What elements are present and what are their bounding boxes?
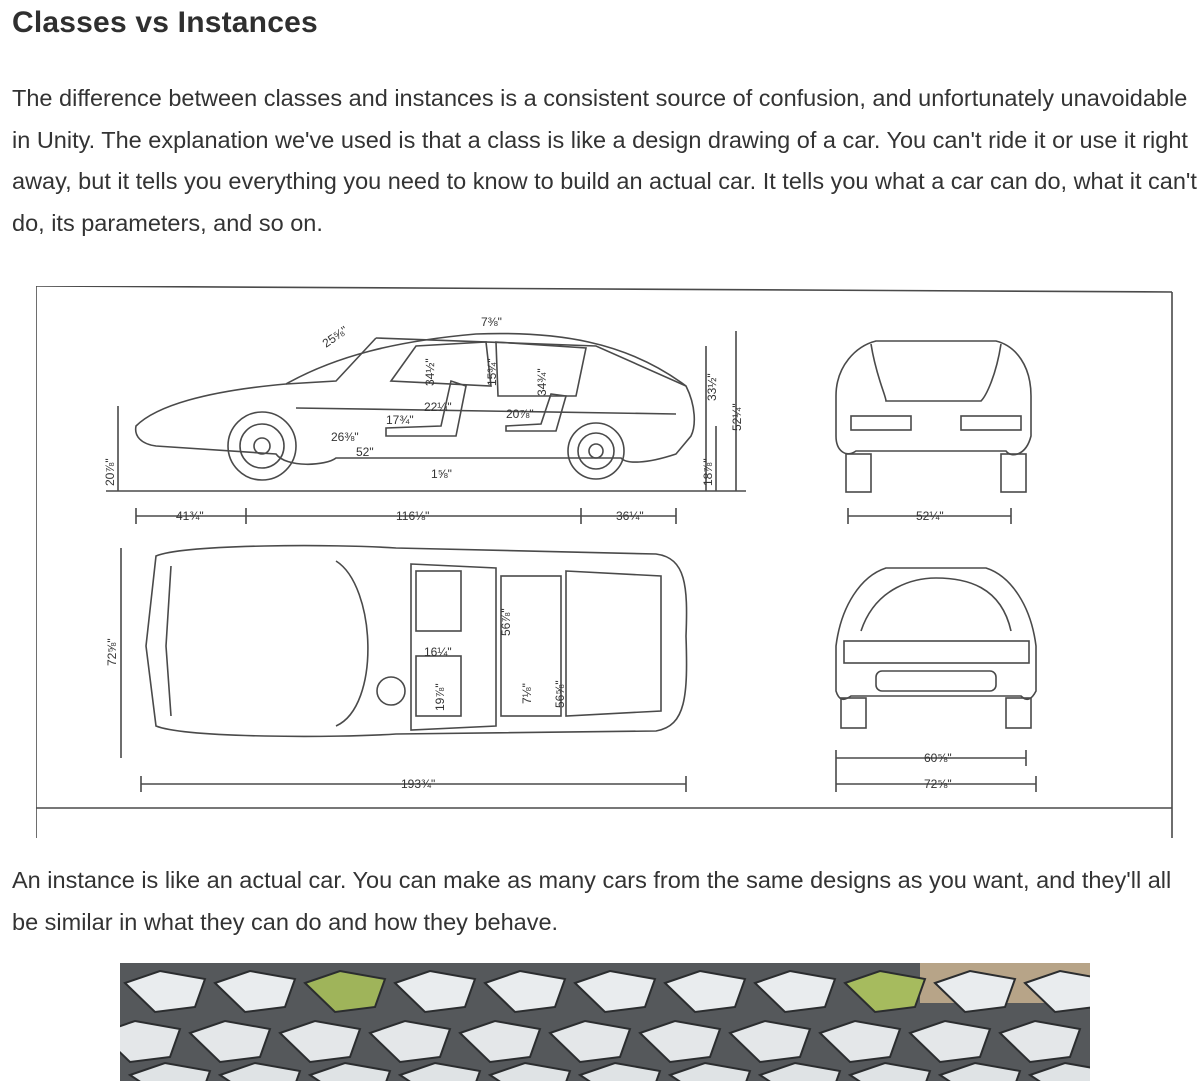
dim-roof-top: 7⅜": [481, 315, 502, 329]
parked-cars-photo: [120, 963, 1090, 1081]
dim-front-seat-length: 19⅞": [433, 683, 447, 711]
dim-ground-clearance: 1⅝": [431, 467, 452, 481]
dim-rear-track: 52¼": [916, 509, 944, 523]
dim-roof-front: 25⅝": [319, 323, 351, 351]
dim-front-leg: 26⅜": [331, 430, 359, 444]
blueprint-drawing: [36, 286, 1174, 838]
dim-front-overhang: 41¾": [176, 509, 204, 523]
dim-front-width: 72⅝": [924, 777, 952, 791]
dim-seat-depth-front: 17¾": [386, 413, 414, 427]
dim-height-overall: 52¼": [730, 403, 744, 431]
dim-seat-back: 22¼": [424, 400, 452, 414]
dim-rear-height: 34¾": [535, 368, 549, 396]
car-blueprint-image: [36, 286, 1174, 838]
dim-seat-height: 34½": [423, 358, 437, 386]
dim-width-overall: 72⅝": [105, 638, 119, 666]
section-heading: Classes vs Instances: [12, 6, 318, 39]
dim-headroom-rear: 15¾": [485, 358, 499, 386]
dim-cabin-length: 52": [356, 445, 374, 459]
dim-shoulder-room: 56⅞": [499, 608, 513, 636]
dim-wheelbase: 116⅛": [396, 509, 430, 523]
dim-sill-height: 18⅞": [701, 458, 715, 486]
dim-seat-width: 16¼": [424, 645, 452, 659]
dim-rear-seat: 20⅞": [506, 407, 534, 421]
parked-cars-illustration: [120, 963, 1090, 1081]
instance-paragraph: An instance is like an actual car. You can make as many cars from the same designs as you want, and they'll all be similar in what they can do and how they behave.: [12, 867, 1172, 935]
intro-paragraph: The difference between classes and instances is a consistent source of confusion, and unfortunately unavoidable in Unity. The explanation we've used is that a class is like a design drawing of a car. You can't ride it or use it right away, but it tells you everything you need to know to build an actual car. It tells you what a car can do, what it can't do, its parameters, and so on.: [12, 85, 1197, 236]
dim-bumper-height: 20⅞": [103, 458, 117, 486]
dim-rear-overhang: 36¼": [616, 509, 644, 523]
dim-height-total: 33½": [705, 373, 719, 401]
dim-length-overall: 193¾": [401, 777, 436, 791]
dim-front-track: 60⅝": [924, 751, 952, 765]
dim-console-length: 7⅛": [520, 683, 534, 704]
dim-rear-shoulder: 56⅝": [553, 680, 567, 708]
